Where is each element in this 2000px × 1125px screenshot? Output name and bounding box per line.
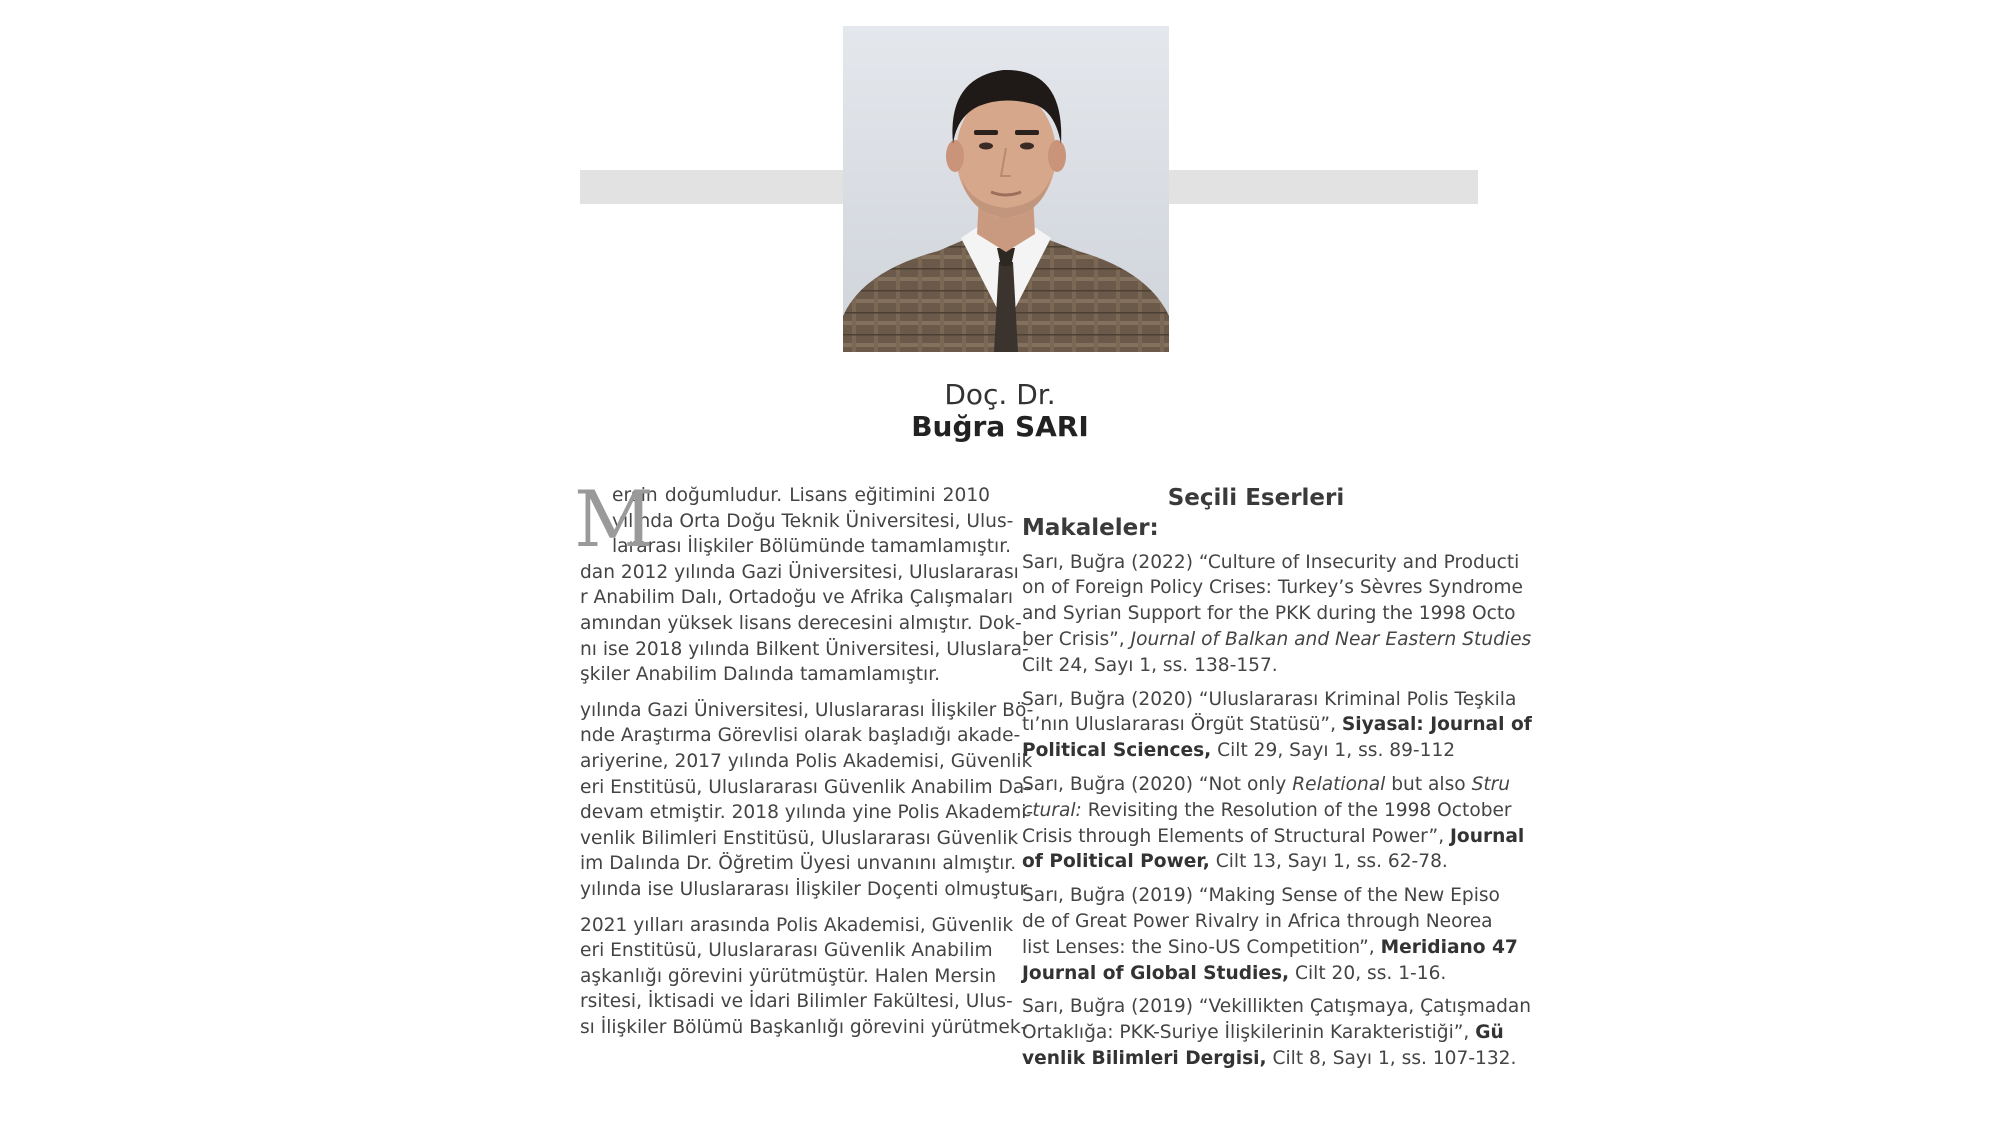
bio-line: rsitesi, İktisadi ve İdari Bilimler Fakültesi, Ulus- [580, 991, 1013, 1013]
ref-line: Sarı, Buğra (2019) “Vekillikten Çatışmaya, Çatışmadan [1022, 996, 1532, 1018]
ref-line: ber Crisis”, Journal of Balkan and Near Eastern Studies [1022, 628, 1532, 650]
bio-line: aşkanlığı görevini yürütmüştür. Halen Mersin [580, 965, 997, 987]
reference-item [1022, 994, 1532, 1071]
ref-line: Cilt 24, Sayı 1, ss. 138-157. [1022, 654, 1278, 676]
ref-line: venlik Bilimleri Dergisi, Cilt 8, Sayı 1, ss. 107-132. [1022, 1047, 1517, 1069]
bio-line: ersin doğumludur. Lisans eğitimini 2010 [612, 485, 990, 506]
header-band-right [1168, 170, 1478, 204]
ref-line: tı’nın Uluslararası Örgüt Statüsü”, Siyasal: Journal of [1022, 714, 1532, 736]
journal-name: Meridiano 47 [1380, 936, 1518, 958]
ref-line: Sarı, Buğra (2019) “Making Sense of the New Episo [1022, 885, 1500, 907]
ref-line: list Lenses: the Sino-US Competition”, Meridiano 47 [1022, 936, 1518, 958]
bio-line: sı İlişkiler Bölümü Başkanlığı görevini yürütmek- [580, 1016, 1028, 1038]
bio-line: dan 2012 yılında Gazi Üniversitesi, Uluslararası [580, 561, 1019, 583]
reference-item [1022, 550, 1532, 679]
bio-line: r Anabilim Dalı, Ortadoğu ve Afrika Çalışmaları [580, 587, 1014, 609]
bio-paragraph-3 [580, 913, 1028, 1041]
bio-line: nde Araştırma Görevlisi olarak başladığı akade- [580, 725, 1021, 747]
biography [574, 475, 1034, 1043]
bio-line: ariyerine, 2017 yılında Polis Akademisi, Güvenlik [580, 750, 1033, 772]
bio-line: amından yüksek lisans derecesini almıştır. Dok- [580, 612, 1022, 634]
journal-name: venlik Bilimleri Dergisi, [1022, 1047, 1267, 1069]
reference-item [1022, 772, 1525, 875]
journal-name: Siyasal: Journal of [1341, 714, 1532, 736]
bio-line: şkiler Anabilim Dalında tamamlamıştır. [580, 664, 941, 686]
bio-line: venlik Bilimleri Enstitüsü, Uluslararası Güvenlik [580, 827, 1019, 849]
bio-line: yılında Orta Doğu Teknik Üniversitesi, Ulus- [612, 510, 1014, 532]
profile-photo [843, 26, 1169, 352]
ref-line: on of Foreign Policy Crises: Turkey’s Sèvres Syndrome [1022, 577, 1523, 599]
person-name: Buğra SARI [911, 410, 1089, 443]
ref-line: Crisis through Elements of Structural Power”, Journal [1022, 825, 1525, 847]
bio-line: yılında ise Uluslararası İlişkiler Doçenti olmuştur. [580, 878, 1032, 900]
selected-works [1022, 480, 1532, 1080]
bio-line: im Dalında Dr. Öğretim Üyesi unvanını almıştır. [580, 853, 1017, 875]
journal-name: Journal [1450, 825, 1525, 847]
ref-line: de of Great Power Rivalry in Africa through Neorea [1022, 910, 1493, 932]
reference-item [1022, 687, 1532, 764]
ref-line: Sarı, Buğra (2022) “Culture of Insecurity and Producti [1022, 551, 1520, 573]
ref-line: ctural: Revisiting the Resolution of the 1998 October [1022, 799, 1512, 821]
ref-line: and Syrian Support for the PKK during the 1998 Octo [1022, 603, 1516, 625]
journal-name: Journal of Global Studies, [1022, 962, 1290, 984]
header-band-left [580, 170, 848, 204]
bio-line: 2021 yılları arasında Polis Akademisi, Güvenlik [580, 914, 1014, 936]
ref-line: Ortaklığa: PKK-Suriye İlişkilerinin Karakteristiği”, Gü [1022, 1022, 1504, 1044]
dropcap-letter: M [574, 475, 654, 565]
bio-line: nı ise 2018 yılında Bilkent Üniversitesi, Uluslara- [580, 638, 1029, 660]
ref-line: Sarı, Buğra (2020) “Uluslararası Kriminal Polis Teşkila [1022, 688, 1517, 710]
bio-line: eri Enstitüsü, Uluslararası Güvenlik Anabilim [580, 940, 993, 962]
articles-heading: Makaleler: [1022, 514, 1159, 541]
bio-paragraph-2 [580, 698, 1034, 903]
ref-line: Sarı, Buğra (2020) “Not only Relational but also Stru [1022, 773, 1511, 795]
journal-name: Gü [1475, 1022, 1504, 1044]
bio-line: devam etmiştir. 2018 yılında yine Polis Akademi- [580, 802, 1034, 824]
ref-line: Journal of Global Studies, Cilt 20, ss. 1-16. [1022, 962, 1447, 984]
reference-item [1022, 883, 1518, 986]
bio-line: yılında Gazi Üniversitesi, Uluslararası İlişkiler Bö- [580, 699, 1034, 721]
journal-name: of Political Power, [1022, 851, 1210, 873]
ref-line: of Political Power, Cilt 13, Sayı 1, ss. 62-78. [1022, 851, 1448, 873]
ref-line: Political Sciences, Cilt 29, Sayı 1, ss. 89-112 [1022, 740, 1456, 762]
bio-line: eri Enstitüsü, Uluslararası Güvenlik Anabilim Da- [580, 776, 1031, 798]
works-title: Seçili Eserleri [1167, 485, 1345, 511]
bio-line: lararası İlişkiler Bölümünde tamamlamıştır. [612, 536, 1012, 558]
journal-name: Political Sciences, [1022, 740, 1212, 762]
journal-name: Journal of Balkan and Near Eastern Studies [1130, 628, 1532, 650]
academic-title: Doç. Dr. [944, 378, 1056, 411]
